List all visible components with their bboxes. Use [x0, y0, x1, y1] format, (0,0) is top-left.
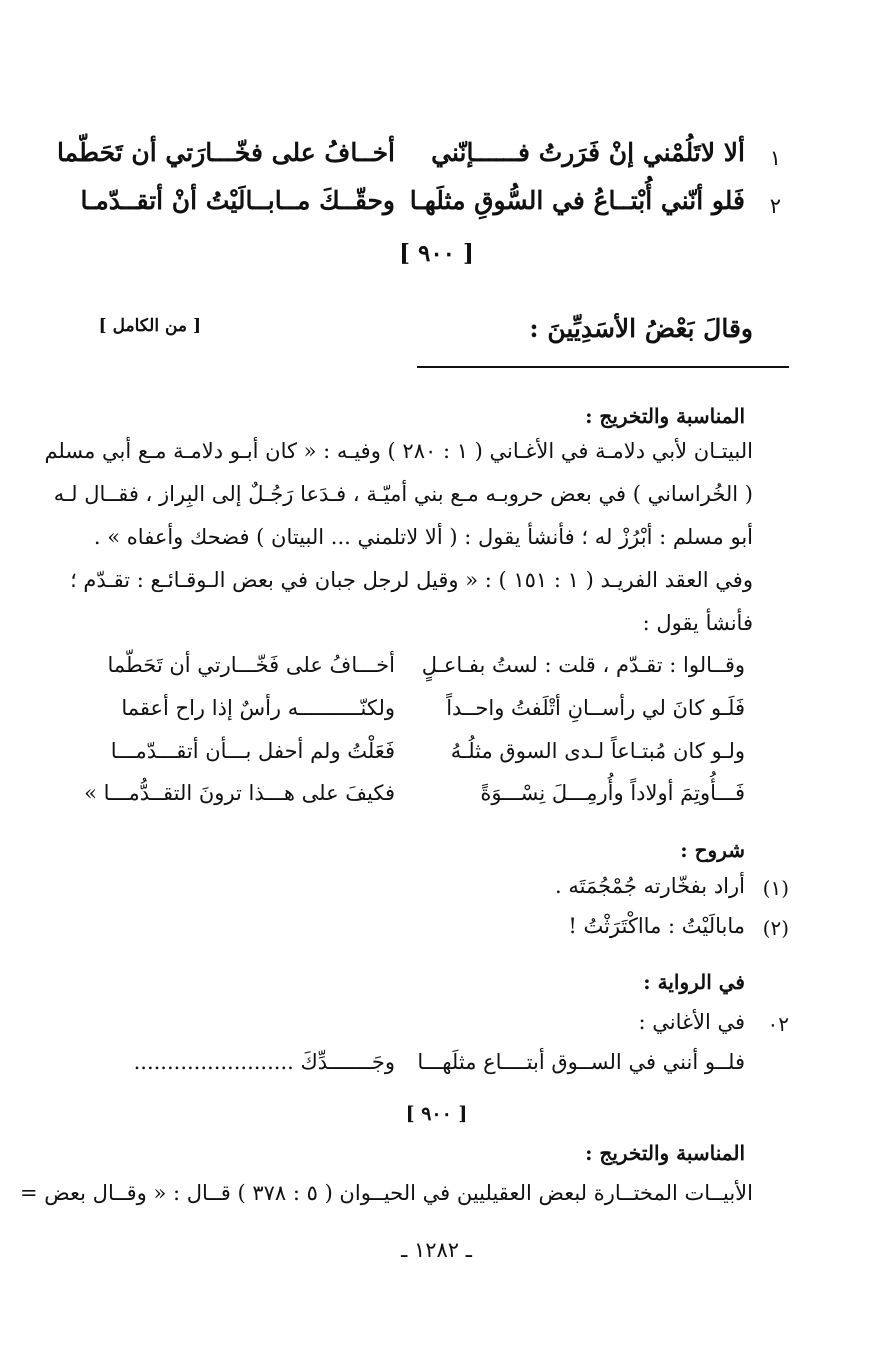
- notes-heading: شروح :: [680, 838, 745, 862]
- verse-number: ٢: [769, 194, 781, 218]
- note-number: (٢): [762, 916, 789, 940]
- riwaya-heading: في الرواية :: [643, 970, 745, 994]
- section-heading: المناسبة والتخريج :: [585, 404, 745, 428]
- quoted-verse-first: وقــالوا : تقـدّم ، قلت : لستُ بفـاعـلٍ: [421, 653, 745, 677]
- section-heading: المناسبة والتخريج :: [585, 1141, 745, 1165]
- quoted-verse-second: ولكنّــــــــــه رأسٌ إذا راح أعقما: [121, 696, 395, 720]
- quoted-verse-second: أخـــافُ على فَخّـــارتي أن تَحَطّما: [107, 653, 395, 677]
- note-number: (١): [762, 876, 789, 900]
- riwaya-verse-second: وجَـــــــدِّكَ ........................: [133, 1050, 395, 1074]
- entry-number: [ ٩٠٠ ]: [405, 1103, 468, 1125]
- body-line: أبو مسلم : أبْرُزْ له ؛ فأنشأ يقول : ( ألا لاتلمني ... البيتان ) فضحك وأعفاه » .: [93, 525, 753, 549]
- quoted-verse-first: ولـو كان مُبتـاعاً لـدى السوق مثلُـهُ: [450, 739, 745, 763]
- meter-label: [ من الكامل ]: [98, 316, 201, 336]
- attribution-heading: وقالَ بَعْضُ الأسَدِيِّينَ :: [529, 314, 753, 343]
- riwaya-source: في الأغاني :: [638, 1010, 745, 1034]
- body-line: ( الخُراساني ) في بعض حروبـه مـع بني أميّـة ، فـدَعا رَجُـلٌ إلى البِراز ، فقــال لـه: [53, 482, 753, 506]
- verse-number: ١: [769, 146, 781, 170]
- quoted-verse-first: فَـــأُوتِمَ أولاداً وأُرمِـــلَ نِسْـــوَةً: [480, 781, 745, 805]
- quoted-verse-second: فكيفَ على هـــذا ترونَ التقــدُّمـــا »: [84, 781, 395, 805]
- riwaya-verse-first: فلــو أنني في الســوق أبتــــاع مثلَهـــا: [417, 1050, 745, 1074]
- body-line: وفي العقد الفريـد ( ١ : ١٥١ ) : « وقيل لرجل جبان في بعض الـوقـائـع : تقـدّم ؛: [70, 568, 753, 592]
- body-line: البيتـان لأبي دلامـة في الأغـاني ( ١ : ٢٨٠ ) وفيـه : « كان أبـو دلامـة مـع أبي مسلم: [44, 439, 753, 463]
- verse-second-hemistich: أخــافُ على فخّـــارَتي أن تَحَطّما: [57, 138, 395, 167]
- entry-number: [ ٩٠٠ ]: [399, 240, 474, 267]
- verse-first-hemistich: فَلو أنّني أُبْتــاعُ في السُّوقِ مثلَهـا: [409, 186, 745, 215]
- body-line: الأبيــات المختــارة لبعض العقيليين في الحيــوان ( ٥ : ٣٧٨ ) قــال : « وقــال بعض =: [20, 1181, 753, 1205]
- note-text: مابالَيْتُ : مااكْتَرَثْتُ !: [568, 914, 745, 938]
- quoted-verse-second: فَعَلْتُ ولم أحفل بـــأن أتقـــدّمـــا: [110, 739, 395, 763]
- verse-second-hemistich: وحقّــكَ مــابــالَيْتُ أنْ أتقــدّمـا: [80, 186, 395, 215]
- quoted-verse-first: فَلَـو كانَ لي رأســانِ أتْلَفتُ واحــداً: [446, 696, 745, 720]
- page-number: ـ ١٢٨٢ ـ: [401, 1238, 472, 1262]
- note-text: أراد بفخّارته جُمْجُمَتَه .: [555, 874, 745, 898]
- verse-first-hemistich: ألا لاتَلُمْني إنْ فَرَرتُ فــــــإنّني: [431, 138, 745, 167]
- body-line: فأنشأ يقول :: [642, 611, 753, 635]
- heading-underline: [417, 366, 789, 368]
- riwaya-verse-number: ٠٢: [767, 1012, 789, 1036]
